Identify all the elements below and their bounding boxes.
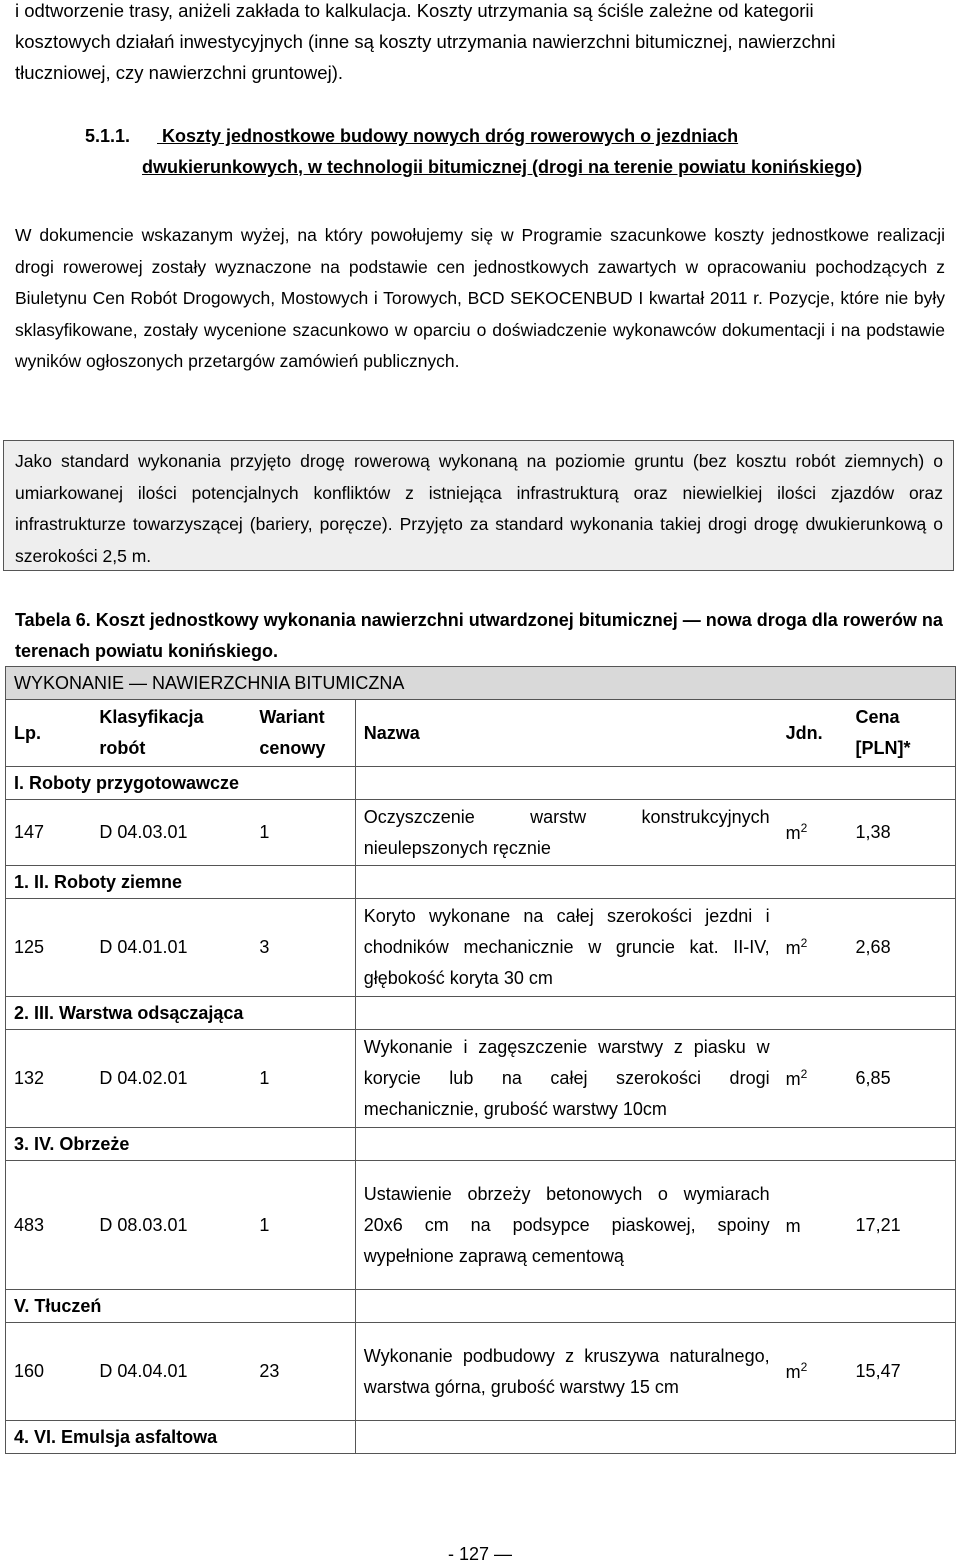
table-band-title: WYKONANIE — NAWIERZCHNIA BITUMICZNA	[6, 667, 956, 700]
section-label: 1. II. Roboty ziemne	[6, 866, 356, 899]
section-label: 2. III. Warstwa odsączająca	[6, 997, 356, 1030]
cell-wariant: 3	[251, 899, 355, 997]
cell-cena: 15,47	[848, 1323, 956, 1421]
cell-klasyfikacja: D 04.04.01	[91, 1323, 251, 1421]
intro-line: tłuczniowej, czy nawierzchni gruntowej).	[15, 62, 343, 83]
section-label: 3. IV. Obrzeże	[6, 1128, 356, 1161]
cell-cena: 1,38	[848, 800, 956, 866]
cell-jdn: m	[778, 1161, 848, 1290]
col-header-jdn: Jdn.	[778, 700, 848, 767]
section-blank	[355, 1421, 955, 1454]
cell-klasyfikacja: D 08.03.01	[91, 1161, 251, 1290]
table-band-row	[6, 667, 956, 700]
col-header-nazwa: Nazwa	[355, 700, 777, 767]
cell-cena: 17,21	[848, 1161, 956, 1290]
intro-text	[15, 0, 945, 90]
cell-wariant: 1	[251, 800, 355, 866]
cell-lp: 147	[6, 800, 92, 866]
section-row	[6, 1421, 956, 1454]
cell-nazwa: Wykonanie podbudowy z kruszywa naturalnego, warstwa górna, grubość warstwy 15 cm	[355, 1323, 777, 1421]
cell-jdn: $m^2$	[778, 1030, 848, 1128]
cell-cena: 2,68	[848, 899, 956, 997]
cell-nazwa: Koryto wykonane na całej szerokości jezdni i chodników mechanicznie w gruncie kat. II-IV, głębokość koryta 30 cm	[355, 899, 777, 997]
col-header-klasyfikacja: Klasyfikacja robót	[91, 700, 251, 767]
cell-jdn: $m^2$	[778, 899, 848, 997]
cell-nazwa: Wykonanie i zagęszczenie warstwy z piasku w korycie lub na całej szerokości drogi mechanicznie, grubość warstwy 10cm	[355, 1030, 777, 1128]
section-blank	[355, 1290, 955, 1323]
section-number: 5.1.1.	[85, 126, 131, 146]
body-paragraph: W dokumencie wskazanym wyżej, na który powołujemy się w Programie szacunkowe koszty jednostkowe realizacji drogi rowerowej zostały wyznaczone na podstawie cen jednostkowych zawartych w opracowaniu pochodzących z Biuletynu Cen Robót Drogowych, Mostowych i Torowych, BCD SEKOCENBUD I kwartał 2011 r. Pozycje, które nie były sklasyfikowane, zostały wycenione szacunkowo w oparciu o doświadczenie wykonawców dokumentacji i na podstawie wyników ogłoszonych przetargów zamówień publicznych.	[15, 225, 945, 371]
section-title-line1: Koszty jednostkowe budowy nowych dróg rowerowych o jezdniach	[162, 126, 739, 146]
page-number: - 127 —	[447, 1544, 513, 1564]
cell-klasyfikacja: D 04.01.01	[91, 899, 251, 997]
cell-nazwa: Ustawienie obrzeży betonowych o wymiarach 20x6 cm na podsypce piaskowej, spoiny wypełnione zaprawą cementową	[355, 1161, 777, 1290]
cell-jdn: $m^2$	[778, 800, 848, 866]
section-blank	[355, 1128, 955, 1161]
table-row	[6, 1030, 956, 1128]
section-heading	[85, 126, 738, 147]
section-label: V. Tłuczeń	[6, 1290, 356, 1323]
col-header-lp: Lp.	[6, 700, 92, 767]
cell-lp: 160	[6, 1323, 92, 1421]
section-row	[6, 1290, 956, 1323]
cell-lp: 132	[6, 1030, 92, 1128]
section-heading-cont	[142, 157, 862, 178]
section-row	[6, 767, 956, 800]
cell-wariant: 23	[251, 1323, 355, 1421]
cell-klasyfikacja: D 04.03.01	[91, 800, 251, 866]
cell-lp: 483	[6, 1161, 92, 1290]
col-header-wariant: Wariant cenowy	[251, 700, 355, 767]
cell-wariant: 1	[251, 1161, 355, 1290]
table-row	[6, 899, 956, 997]
section-label: 4. VI. Emulsja asfaltowa	[6, 1421, 356, 1454]
section-label: I. Roboty przygotowawcze	[6, 767, 356, 800]
cell-lp: 125	[6, 899, 92, 997]
cell-klasyfikacja: D 04.02.01	[91, 1030, 251, 1128]
section-blank	[355, 866, 955, 899]
section-row	[6, 997, 956, 1030]
table-caption: Tabela 6. Koszt jednostkowy wykonania nawierzchni utwardzonej bitumicznej — nowa droga dla rowerów na terenach powiatu konińskiego.	[15, 610, 943, 661]
section-blank	[355, 997, 955, 1030]
standard-text: Jako standard wykonania przyjęto drogę rowerową wykonaną na poziomie gruntu (bez kosztu robót ziemnych) o umiarkowanej ilości potencjalnych konfliktów z istniejąca infrastrukturą oraz niewielkiej ilości zjazdów oraz infrastrukturze towarzyszącej (bariery, poręcze). Przyjęto za standard wykonania takiej drogi drogę dwukierunkową o szerokości 2,5 m.	[15, 451, 943, 566]
table-row	[6, 1323, 956, 1421]
col-header-cena: Cena [PLN]*	[848, 700, 956, 767]
cost-table	[5, 666, 956, 1454]
section-row	[6, 1128, 956, 1161]
cell-jdn: $m^2$	[778, 1323, 848, 1421]
cell-cena: 6,85	[848, 1030, 956, 1128]
cell-wariant: 1	[251, 1030, 355, 1128]
standard-box	[3, 440, 954, 571]
intro-line: i odtworzenie trasy, aniżeli zakłada to kalkulacja. Koszty utrzymania są ściśle zależne od kategorii	[15, 0, 814, 21]
table-row	[6, 800, 956, 866]
section-blank	[355, 767, 955, 800]
cell-nazwa: Oczyszczenie warstw konstrukcyjnych nieulepszonych ręcznie	[355, 800, 777, 866]
section-row	[6, 866, 956, 899]
table-header-row	[6, 700, 956, 767]
table-row	[6, 1161, 956, 1290]
intro-line: kosztowych działań inwestycyjnych (inne są koszty utrzymania nawierzchni bitumicznej, nawierzchni	[15, 31, 836, 52]
section-title-line2: dwukierunkowych, w technologii bitumicznej (drogi na terenie powiatu konińskiego)	[142, 157, 863, 177]
